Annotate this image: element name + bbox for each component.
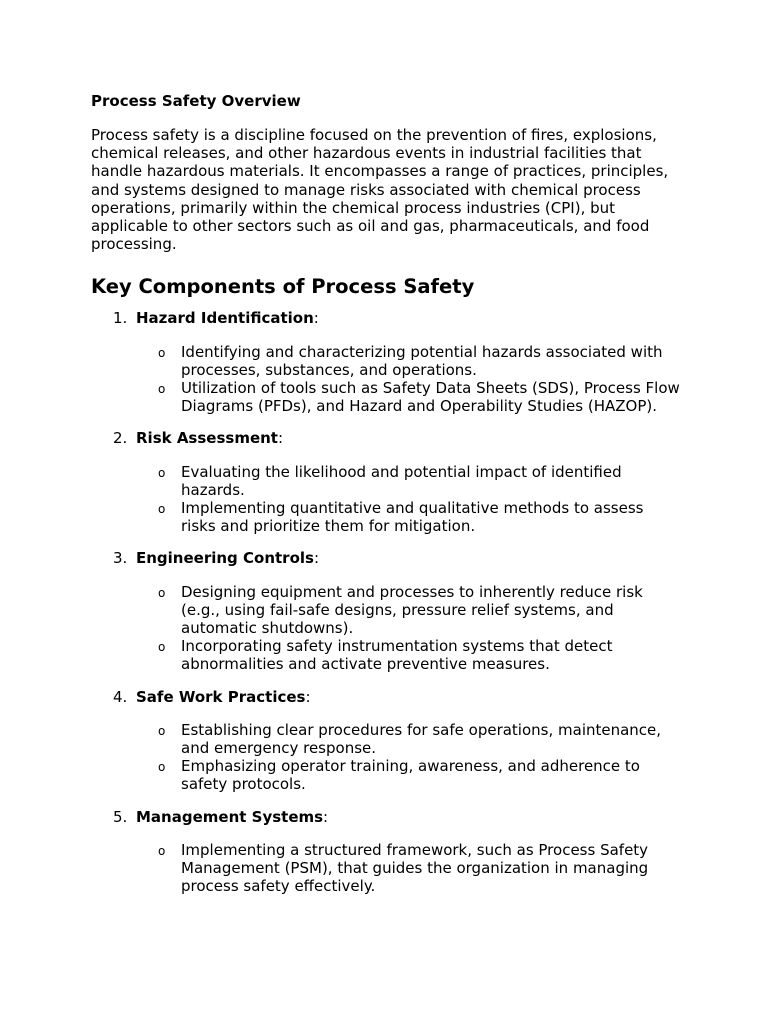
bullet-marker-icon: o bbox=[158, 760, 166, 775]
component-item bbox=[91, 309, 681, 415]
component-number: 3. bbox=[113, 549, 128, 568]
bullet-item bbox=[91, 379, 681, 415]
bullet-list bbox=[91, 343, 681, 416]
bullet-text: Implementing a structured framework, such as Process Safety Management (PSM), that guides the organization in managing process safety effectively. bbox=[181, 840, 649, 896]
bullet-item bbox=[91, 499, 681, 535]
document-page bbox=[91, 92, 681, 910]
bullet-item bbox=[91, 463, 681, 499]
bullet-marker-icon: o bbox=[158, 502, 166, 517]
intro-paragraph: Process safety is a discipline focused on the prevention of fires, explosions, chemical releases, and other hazardous events in industrial facilities that handle hazardous materials. It encompasses a range of practices, principles, and systems designed to manage risks associated with chemical process operations, primarily within the chemical process industries (CPI), but applicable to other sectors such as oil and gas, pharmaceuticals, and food processing. bbox=[91, 126, 669, 254]
component-number: 1. bbox=[113, 309, 128, 328]
component-title: Management Systems bbox=[136, 807, 324, 826]
document-title: Process Safety Overview bbox=[91, 92, 301, 110]
component-title: Risk Assessment bbox=[136, 429, 278, 448]
component-heading bbox=[91, 688, 681, 706]
component-number: 2. bbox=[113, 429, 128, 448]
bullet-text: Evaluating the likelihood and potential impact of identified hazards. bbox=[181, 462, 622, 499]
bullet-marker-icon: o bbox=[158, 723, 166, 738]
bullet-marker-icon: o bbox=[158, 465, 166, 480]
component-item bbox=[91, 688, 681, 794]
component-item bbox=[91, 808, 681, 896]
bullet-item bbox=[91, 721, 681, 757]
component-item bbox=[91, 429, 681, 535]
bullet-text: Incorporating safety instrumentation systems that detect abnormalities and activate preventive measures. bbox=[181, 637, 613, 674]
bullet-item bbox=[91, 583, 681, 638]
bullet-marker-icon: o bbox=[158, 585, 166, 600]
bullet-item bbox=[91, 637, 681, 673]
section-heading: Key Components of Process Safety bbox=[91, 275, 475, 299]
bullet-text: Utilization of tools such as Safety Data Sheets (SDS), Process Flow Diagrams (PFDs), and Hazard and Operability Studies (HAZOP). bbox=[181, 379, 680, 416]
components-list bbox=[91, 309, 681, 895]
bullet-text: Implementing quantitative and qualitative methods to assess risks and prioritize them for mitigation. bbox=[181, 499, 644, 536]
bullet-marker-icon: o bbox=[158, 843, 166, 858]
bullet-marker-icon: o bbox=[158, 640, 166, 655]
bullet-text: Establishing clear procedures for safe operations, maintenance, and emergency response. bbox=[181, 720, 662, 758]
bullet-item bbox=[91, 343, 681, 379]
bullet-list bbox=[91, 721, 681, 794]
bullet-text: Designing equipment and processes to inherently reduce risk (e.g., using fail-safe designs, pressure relief systems, and automatic shutdowns). bbox=[181, 582, 643, 638]
bullet-list bbox=[91, 841, 681, 896]
component-item bbox=[91, 549, 681, 673]
bullet-list bbox=[91, 583, 681, 674]
bullet-text: Identifying and characterizing potential hazards associated with processes, substances, and operations. bbox=[181, 342, 663, 379]
component-heading bbox=[91, 808, 681, 826]
bullet-item bbox=[91, 841, 681, 896]
component-colon: : bbox=[313, 549, 320, 568]
bullet-marker-icon: o bbox=[158, 382, 166, 397]
component-colon: : bbox=[313, 309, 319, 328]
bullet-marker-icon: o bbox=[158, 345, 166, 360]
component-number: 5. bbox=[113, 807, 128, 826]
bullet-list bbox=[91, 463, 681, 536]
component-heading bbox=[91, 549, 681, 567]
component-heading bbox=[91, 429, 681, 447]
component-title: Hazard Identification bbox=[136, 309, 314, 328]
component-colon: : bbox=[305, 687, 311, 706]
component-title: Safe Work Practices bbox=[136, 687, 306, 706]
bullet-item bbox=[91, 757, 681, 793]
component-colon: : bbox=[323, 807, 329, 826]
component-number: 4. bbox=[113, 687, 128, 706]
component-title: Engineering Controls bbox=[136, 549, 314, 568]
bullet-text: Emphasizing operator training, awareness, and adherence to safety protocols. bbox=[181, 757, 640, 794]
component-colon: : bbox=[277, 429, 284, 448]
component-heading bbox=[91, 309, 681, 327]
